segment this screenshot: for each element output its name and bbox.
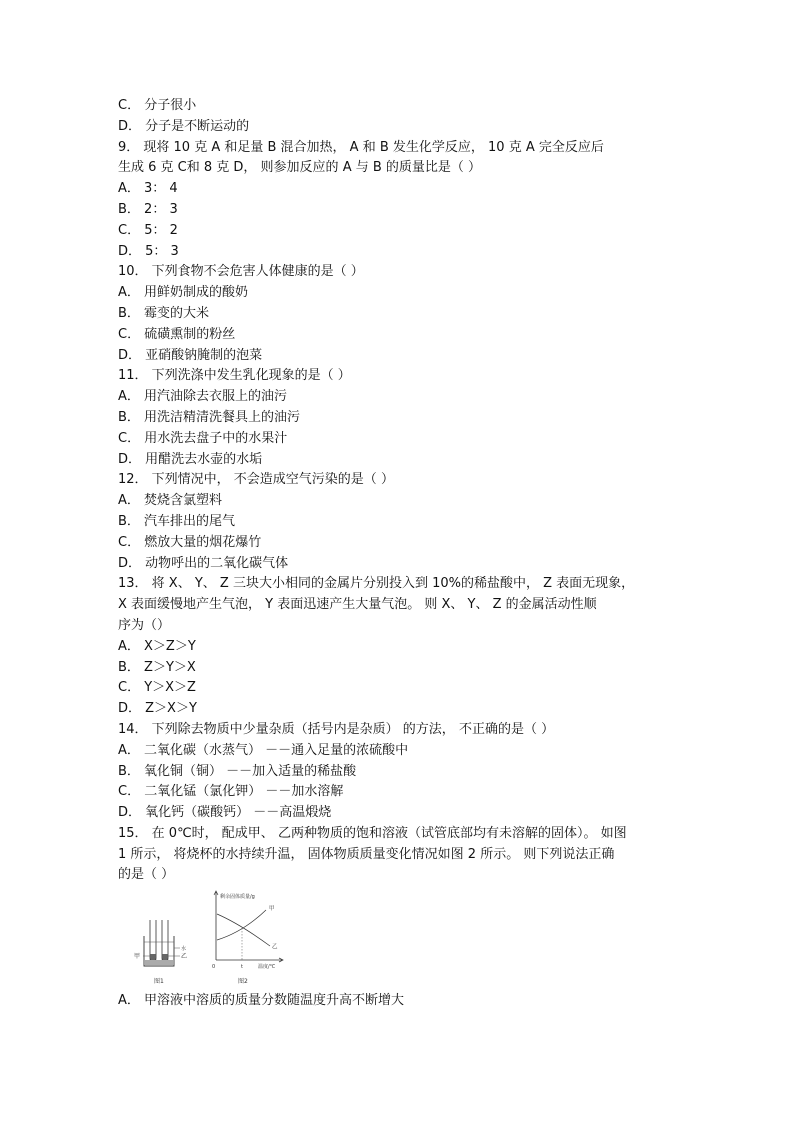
curve-yi xyxy=(217,914,270,946)
option-c: C． 二氧化锰（氯化钾） －－加水溶解 xyxy=(118,784,344,800)
question-11-stem: 11． 下列洗涤中发生乳化现象的是（ ） xyxy=(118,368,351,384)
option-d: D． 动物呼出的二氧化碳气体 xyxy=(118,555,289,571)
option-c: C． 燃放大量的烟花爆竹 xyxy=(118,534,262,550)
option-a: A． X＞Z＞Y xyxy=(118,638,196,654)
option-a: A． 3： 4 xyxy=(118,181,178,197)
question-12-stem: 12． 下列情况中， 不会造成空气污染的是（ ） xyxy=(118,472,394,488)
figure-2-x-label: 温度/℃ xyxy=(258,964,276,971)
figure-2-curve-yi-label: 乙 xyxy=(272,944,278,951)
text-line: D． 分子是不断运动的 xyxy=(118,118,250,134)
option-d: D． 5： 3 xyxy=(118,243,179,259)
figure-2-curve-jia-label: 甲 xyxy=(269,906,275,913)
option-d: D． Z＞X＞Y xyxy=(118,701,197,717)
option-a: A． 二氧化碳（水蒸气） －－通入足量的浓硫酸中 xyxy=(118,742,409,758)
question-15-stem: 的是（ ） xyxy=(118,867,175,883)
figure-area xyxy=(118,888,688,991)
figure-2-t-label: t xyxy=(241,964,243,971)
text-line: C． 分子很小 xyxy=(118,98,197,113)
option-a: A． 焚烧含氯塑料 xyxy=(118,493,223,509)
option-b: B． 用洗洁精清洗餐具上的油污 xyxy=(118,409,301,425)
curve-jia xyxy=(217,910,266,940)
question-13-stem: 13． 将 X、 Y、 Z 三块大小相同的金属片分别投入到 10%的稀盐酸中， Z 表面无现象， xyxy=(118,576,635,592)
figure-1-label-yi: 乙 xyxy=(181,953,188,961)
option-c: C． 硫磺熏制的粉丝 xyxy=(118,326,236,342)
option-b: B． 汽车排出的尾气 xyxy=(118,513,236,529)
option-b: B． Z＞Y＞X xyxy=(118,659,196,675)
figure-2-origin-label: 0 xyxy=(212,964,216,971)
question-10-stem: 10． 下列食物不会危害人体健康的是（ ） xyxy=(118,264,364,280)
question-13-stem: 序为（） xyxy=(118,617,171,633)
question-9-stem: 9． 现将 10 克 A 和足量 B 混合加热， A 和 B 发生化学反应， 10 克 A 完全反应后 xyxy=(118,139,604,155)
option-a: A． 用鲜奶制成的酸奶 xyxy=(118,285,249,301)
question-15-stem: 15． 在 0℃时， 配成甲、 乙两种物质的饱和溶液（试管底部均有未溶解的固体）。 如图 xyxy=(118,825,627,841)
option-c: C． 5： 2 xyxy=(118,222,178,238)
option-c: C． Y＞X＞Z xyxy=(118,680,196,696)
option-d: D． 亚硝酸钠腌制的泡菜 xyxy=(118,347,263,363)
figure-1-label-jia: 甲 xyxy=(134,953,141,961)
option-b: B． 2： 3 xyxy=(118,201,178,217)
figure-1-beaker-diagram xyxy=(134,908,192,990)
figure-1-label-water: 水 xyxy=(181,946,187,953)
option-b: B． 霉变的大米 xyxy=(118,305,210,321)
option-a: A． 用汽油除去衣服上的油污 xyxy=(118,389,288,405)
figure-1-caption: 图1 xyxy=(154,978,164,986)
figure-2-caption: 图2 xyxy=(238,978,248,986)
question-15-option-a: A． 甲溶液中溶质的质量分数随温度升高不断增大 xyxy=(118,993,405,1009)
question-14-stem: 14． 下列除去物质中少量杂质（括号内是杂质） 的方法， 不正确的是（ ） xyxy=(118,721,555,737)
question-9-stem: 生成 6 克 C和 8 克 D， 则参加反应的 A 与 B 的质量比是（ ） xyxy=(118,160,482,176)
question-page xyxy=(118,96,688,1012)
figure-2-y-label: 剩余固体质量/g xyxy=(220,894,255,901)
figure-2-graph xyxy=(208,888,408,988)
option-d: D． 氧化钙（碳酸钙） －－高温煅烧 xyxy=(118,805,332,821)
option-d: D． 用醋洗去水壶的水垢 xyxy=(118,451,263,467)
question-15-stem: 1 所示， 将烧杯的水持续升温， 固体物质质量变化情况如图 2 所示。 则下列说法正确 xyxy=(118,846,615,862)
option-b: B． 氧化铜（铜） －－加入适量的稀盐酸 xyxy=(118,763,357,779)
question-13-stem: X 表面缓慢地产生气泡， Y 表面迅速产生大量气泡。 则 X、 Y、 Z 的金属活动性顺 xyxy=(118,597,597,613)
option-c: C． 用水洗去盘子中的水果汁 xyxy=(118,430,288,446)
